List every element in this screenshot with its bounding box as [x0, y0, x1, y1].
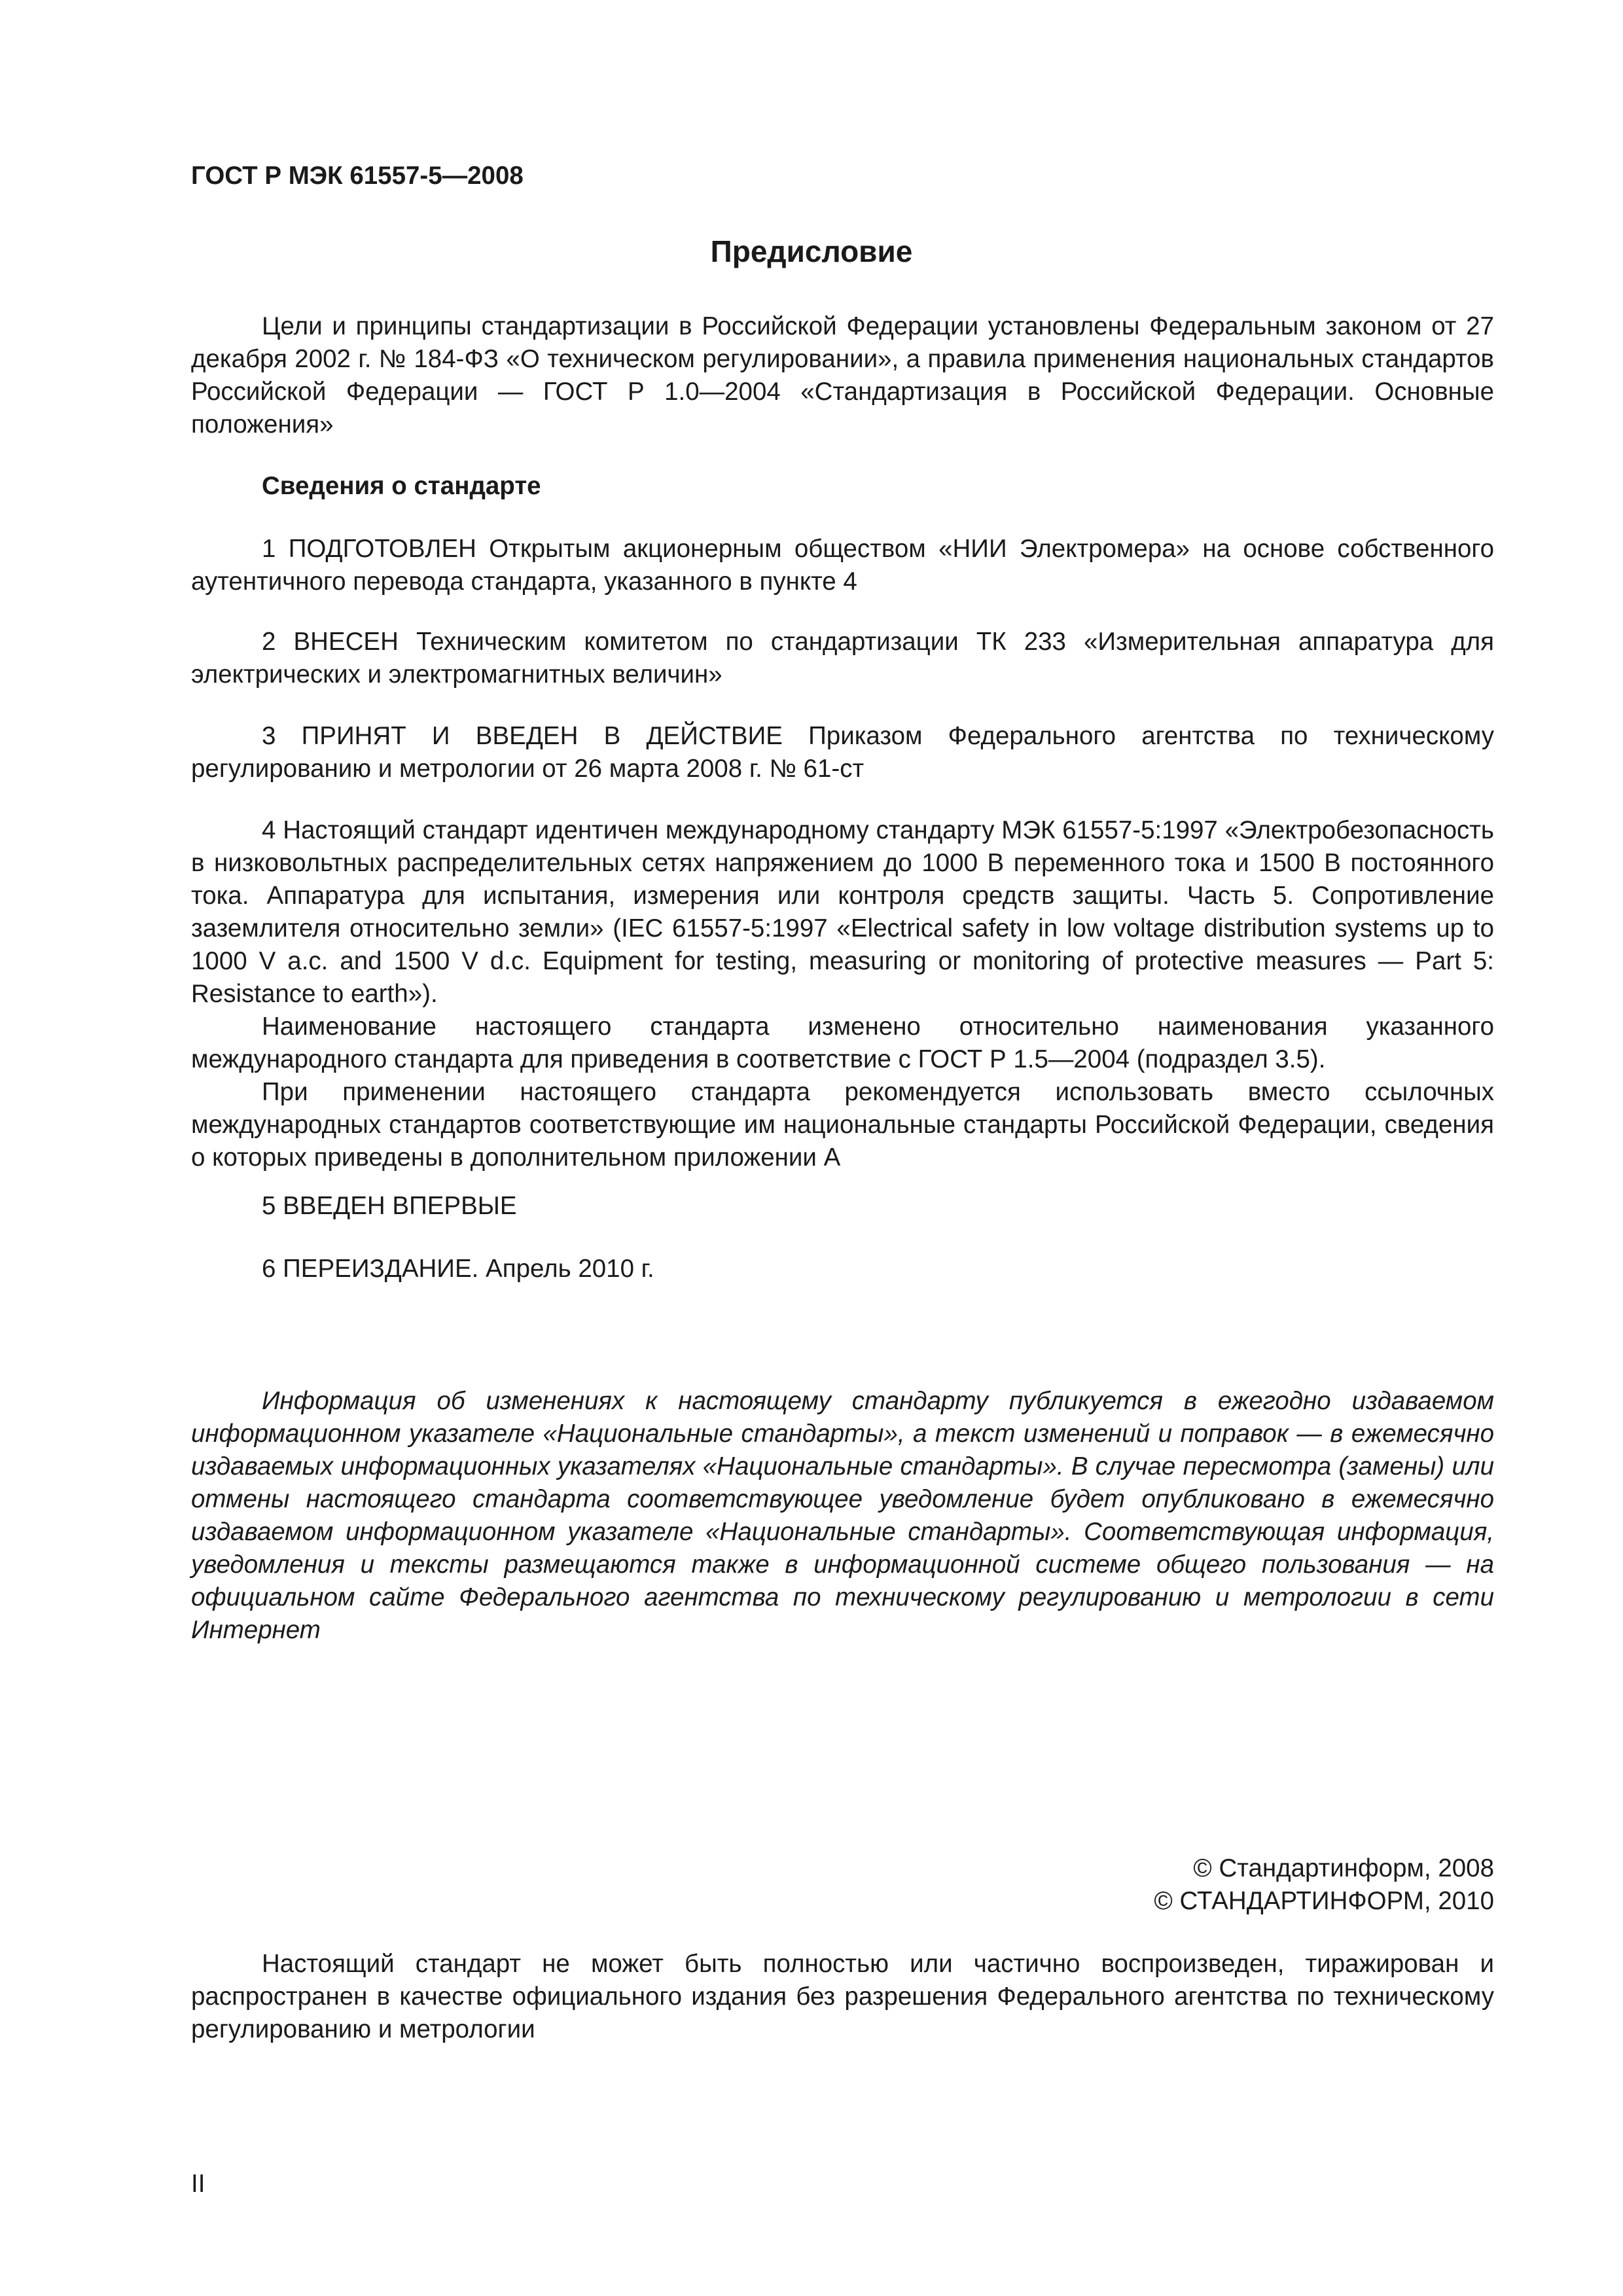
item-2-block: [191, 626, 1494, 691]
item-4-application-note: При применении настоящего стандарта рекомендуется использовать вместо ссылочных международных стандартов соответствующие им национальные стандарты Российской Федерации, сведения о которых приведены в дополнительном приложении А: [191, 1078, 1494, 1172]
item-3-paragraph: 3 ПРИНЯТ И ВВЕДЕН В ДЕЙСТВИЕ Приказом Федерального агентства по техническому регулированию и метрологии от 26 марта 2008 г. № 61-ст: [191, 722, 1494, 783]
item-4-block: [191, 814, 1494, 1174]
item-4-paragraph: 4 Настоящий стандарт идентичен международному стандарту МЭК 61557-5:1997 «Электробезопасность в низковольтных распределительных сетях напряжением до 1000 В переменного тока и 1500 В постоянного тока. Аппаратура для испытания, измерения или контроля средств защиты. Часть 5. Сопротивление заземлителя относительно земли» (IEC 61557-5:1997 «Electrical safety in low voltage distribution systems up to 1000 V a.c. and 1500 V d.c. Equipment for testing, measuring or monitoring of protective measures — Part 5: Resistance to earth»).: [191, 816, 1494, 1008]
notice-block: [191, 1385, 1494, 1647]
restriction-paragraph: Настоящий стандарт не может быть полностью или частично воспроизведен, тиражирован и распространен в качестве официального издания без разрешения Федерального агентства по техническому регулированию и метрологии: [191, 1950, 1494, 2043]
notice-paragraph: Информация об изменениях к настоящему стандарту публикуется в ежегодно издаваемом информационном указателе «Национальные стандарты», а текст изменений и поправок — в ежемесячно издаваемых информационных указателях «Национальные стандарты». В случае пересмотра (замены) или отмены настоящего стандарта соответствующее уведомление будет опубликовано в ежемесячно издаваемом информационном указателе «Национальные стандарты». Соответствующая информация, уведомления и тексты размещаются также в информационной системе общего пользования — на официальном сайте Федерального агентства по техническому регулированию и метрологии в сети Интернет: [191, 1387, 1494, 1644]
copyright-line-2010: © СТАНДАРТИНФОРМ, 2010: [1154, 1887, 1494, 1915]
item-6-line: 6 ПЕРЕИЗДАНИЕ. Апрель 2010 г.: [262, 1255, 654, 1283]
item-1-paragraph: 1 ПОДГОТОВЛЕН Открытым акционерным обществом «НИИ Электромера» на основе собственного аутентичного перевода стандарта, указанного в пункте 4: [191, 535, 1494, 596]
intro-paragraph: Цели и принципы стандартизации в Российской Федерации установлены Федеральным законом от 27 декабря 2002 г. № 184-ФЗ «О техническом регулировании», а правила применения национальных стандартов Российской Федерации — ГОСТ Р 1.0—2004 «Стандартизация в Российской Федерации. Основные положения»: [191, 312, 1494, 439]
page-title: Предисловие: [710, 234, 913, 268]
item-2-paragraph: 2 ВНЕСЕН Техническим комитетом по стандартизации ТК 233 «Измерительная аппаратура для электрических и электромагнитных величин»: [191, 628, 1494, 689]
restriction-block: [191, 1948, 1494, 2046]
page-number: II: [191, 2170, 205, 2198]
intro-block: [191, 310, 1494, 441]
item-5-line: 5 ВВЕДЕН ВПЕРВЫЕ: [262, 1192, 517, 1220]
document-header: ГОСТ Р МЭК 61557-5—2008: [191, 162, 524, 190]
item-3-block: [191, 720, 1494, 785]
copyright-line-2008: © Стандартинформ, 2008: [1193, 1854, 1494, 1882]
info-heading: Сведения о стандарте: [262, 472, 541, 500]
item-1-block: [191, 533, 1494, 598]
item-4-name-note: Наименование настоящего стандарта изменено относительно наименования указанного международного стандарта для приведения в соответствие с ГОСТ Р 1.5—2004 (подраздел 3.5).: [191, 1013, 1494, 1073]
